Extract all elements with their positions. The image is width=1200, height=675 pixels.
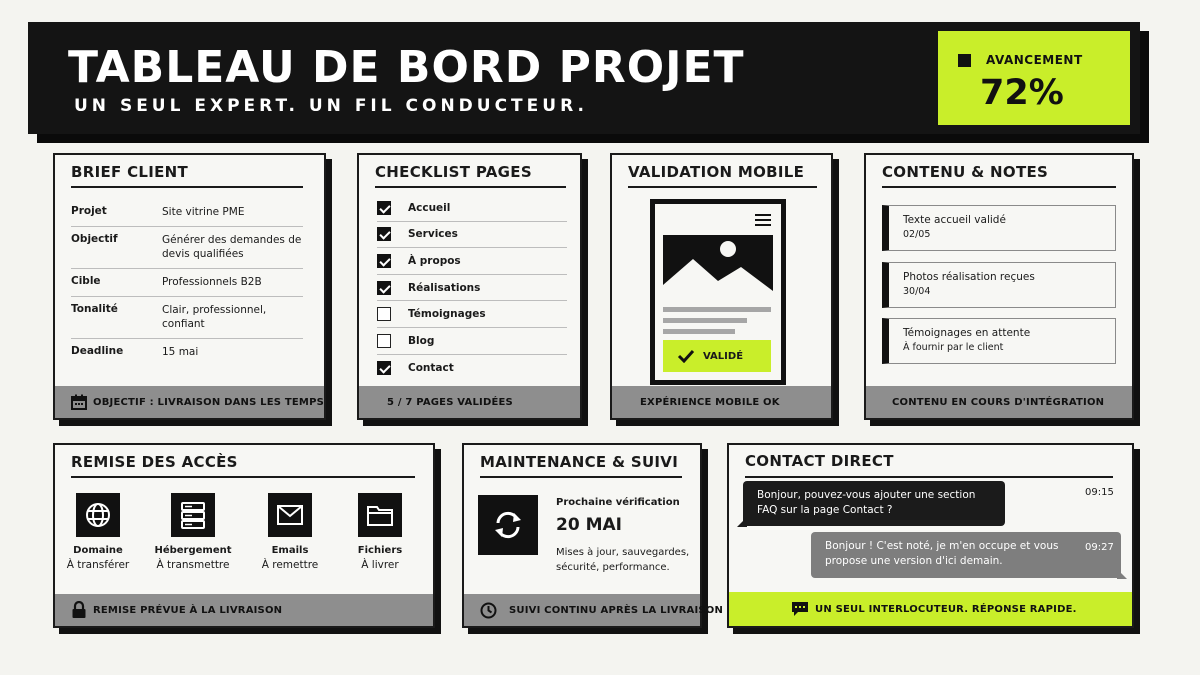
checkbox-checked[interactable]	[377, 281, 391, 295]
brief-value: Professionnels B2B	[162, 276, 262, 288]
bubble-tail	[1117, 569, 1127, 579]
validated-button[interactable]	[663, 340, 771, 372]
maintenance-date: 20 MAI	[556, 515, 622, 535]
table-row	[71, 297, 303, 339]
text-line	[663, 307, 771, 312]
note-item[interactable]	[882, 262, 1116, 308]
table-row	[71, 227, 303, 269]
checklist-item[interactable]	[377, 222, 567, 249]
table-row	[71, 269, 303, 297]
brief-key: Cible	[71, 275, 101, 287]
checklist-label: Accueil	[408, 201, 451, 214]
maintenance-footer	[464, 594, 724, 626]
checklist-item[interactable]	[377, 355, 567, 382]
message-text: Bonjour, pouvez-vous ajouter une section FAQ sur la page Contact ?	[757, 489, 976, 516]
access-name: Emails	[271, 545, 309, 556]
maintenance-label: Prochaine vérification	[556, 497, 680, 508]
access-name: Fichiers	[357, 545, 403, 556]
maintenance-title: MAINTENANCE & SUIVI	[480, 453, 679, 471]
maintenance-description: Mises à jour, sauvegardes, sécurité, performance.	[556, 547, 690, 573]
message-text: Bonjour ! C'est noté, je m'en occupe et vous propose une version d'ici demain.	[825, 540, 1059, 567]
contact-title: CONTACT DIRECT	[745, 452, 894, 470]
checklist-item[interactable]	[377, 275, 567, 302]
bubble-tail	[737, 517, 747, 527]
access-item-emails[interactable]	[245, 493, 335, 571]
phone-mockup	[650, 199, 786, 385]
checkbox-unchecked[interactable]	[377, 334, 391, 348]
brief-value: Clair, professionnel, confiant	[162, 304, 267, 330]
note-title: Texte accueil validé	[903, 214, 1006, 226]
contact-footer	[729, 592, 1132, 626]
access-status: À transmettre	[156, 559, 230, 571]
checkbox-checked[interactable]	[377, 254, 391, 268]
checklist-item[interactable]	[377, 195, 567, 222]
access-status: À livrer	[361, 559, 399, 571]
image-placeholder-icon	[663, 235, 773, 297]
title-divider	[375, 186, 566, 188]
checklist-footer	[359, 386, 580, 418]
brief-value: Générer des demandes de devis qualifiées	[162, 234, 302, 260]
title-divider	[480, 476, 682, 478]
checklist-label: Réalisations	[408, 281, 481, 294]
clock-icon	[480, 602, 497, 619]
brief-value: Site vitrine PME	[162, 206, 245, 218]
chat-bubble-client	[743, 481, 1005, 526]
note-item[interactable]	[882, 318, 1116, 364]
envelope-icon	[268, 493, 312, 537]
note-subtitle: À fournir par le client	[903, 342, 1004, 353]
maintenance-card	[462, 443, 724, 628]
page-subtitle: UN SEUL EXPERT. UN FIL CONDUCTEUR.	[74, 96, 588, 116]
chat-icon	[791, 601, 809, 617]
brief-key: Deadline	[71, 345, 124, 357]
note-item[interactable]	[882, 205, 1116, 251]
footer-text: UN SEUL INTERLOCUTEUR. RÉPONSE RAPIDE.	[815, 603, 1077, 615]
page-title: TABLEAU DE BORD PROJET	[68, 42, 745, 93]
footer-text: OBJECTIF : LIVRAISON DANS LES TEMPS	[93, 396, 325, 408]
footer-text: EXPÉRIENCE MOBILE OK	[640, 396, 780, 408]
checklist-label: Services	[408, 228, 458, 241]
brief-title: BRIEF CLIENT	[71, 163, 189, 181]
brief-card	[53, 153, 326, 420]
chat-bubble-expert	[811, 532, 1121, 578]
access-status: À transférer	[66, 559, 130, 571]
checkbox-checked[interactable]	[377, 361, 391, 375]
brief-footer	[55, 386, 324, 418]
access-title: REMISE DES ACCÈS	[71, 453, 238, 471]
notes-footer	[866, 386, 1132, 418]
checkmark-icon	[677, 349, 695, 363]
checkbox-unchecked[interactable]	[377, 307, 391, 321]
calendar-icon	[71, 394, 87, 410]
contact-card	[727, 443, 1134, 628]
note-subtitle: 30/04	[903, 286, 931, 297]
message-time: 09:15	[1085, 487, 1114, 498]
lock-icon	[71, 601, 87, 619]
brief-value: 15 mai	[162, 346, 199, 358]
title-divider	[71, 476, 415, 478]
table-row	[71, 199, 303, 227]
note-title: Témoignages en attente	[903, 327, 1031, 339]
refresh-icon	[478, 495, 538, 555]
checkbox-checked[interactable]	[377, 227, 391, 241]
mobile-title: VALIDATION MOBILE	[628, 163, 805, 181]
access-name: Domaine	[73, 545, 123, 556]
notes-title: CONTENU & NOTES	[882, 163, 1049, 181]
checkbox-checked[interactable]	[377, 201, 391, 215]
server-icon	[171, 493, 215, 537]
brief-key: Objectif	[71, 233, 118, 245]
progress-label: AVANCEMENT	[986, 53, 1083, 67]
title-divider	[71, 186, 303, 188]
access-item-domain[interactable]	[53, 493, 143, 571]
access-status: À remettre	[261, 559, 319, 571]
progress-value: 72%	[980, 73, 1064, 113]
mobile-footer	[612, 386, 831, 418]
checklist-label: Contact	[408, 361, 454, 374]
checklist-label: À propos	[408, 254, 461, 267]
dashboard-header	[28, 22, 1140, 134]
checklist	[377, 195, 567, 381]
globe-icon	[76, 493, 120, 537]
checklist-card	[357, 153, 582, 420]
table-row	[71, 339, 303, 366]
validated-label: VALIDÉ	[703, 350, 744, 362]
checklist-item[interactable]	[377, 248, 567, 275]
footer-text: 5 / 7 PAGES VALIDÉES	[387, 396, 513, 408]
folder-icon	[358, 493, 402, 537]
square-icon	[958, 54, 971, 67]
mobile-card	[610, 153, 833, 420]
progress-badge	[938, 31, 1130, 125]
checklist-label: Témoignages	[408, 308, 486, 321]
title-divider	[882, 186, 1116, 188]
access-card	[53, 443, 435, 628]
access-footer	[55, 594, 433, 626]
text-line	[663, 329, 735, 334]
checklist-item[interactable]	[377, 301, 567, 328]
notes-card	[864, 153, 1134, 420]
title-divider	[745, 476, 1113, 478]
brief-table	[71, 199, 303, 366]
access-item-files[interactable]	[335, 493, 425, 571]
brief-key: Tonalité	[71, 303, 118, 315]
message-time: 09:27	[1085, 542, 1114, 553]
footer-text: CONTENU EN COURS D'INTÉGRATION	[892, 396, 1105, 408]
access-name: Hébergement	[154, 545, 232, 556]
checklist-label: Blog	[408, 334, 435, 347]
brief-key: Projet	[71, 205, 107, 217]
checklist-item[interactable]	[377, 328, 567, 355]
text-line	[663, 318, 747, 323]
note-subtitle: 02/05	[903, 229, 931, 240]
checklist-title: CHECKLIST PAGES	[375, 163, 532, 181]
note-title: Photos réalisation reçues	[903, 271, 1035, 283]
title-divider	[628, 186, 817, 188]
access-item-hosting[interactable]	[148, 493, 238, 571]
footer-text: REMISE PRÉVUE À LA LIVRAISON	[93, 604, 283, 616]
hamburger-menu-icon[interactable]	[755, 214, 771, 229]
footer-text: SUIVI CONTINU APRÈS LA LIVRAISON	[509, 604, 724, 616]
